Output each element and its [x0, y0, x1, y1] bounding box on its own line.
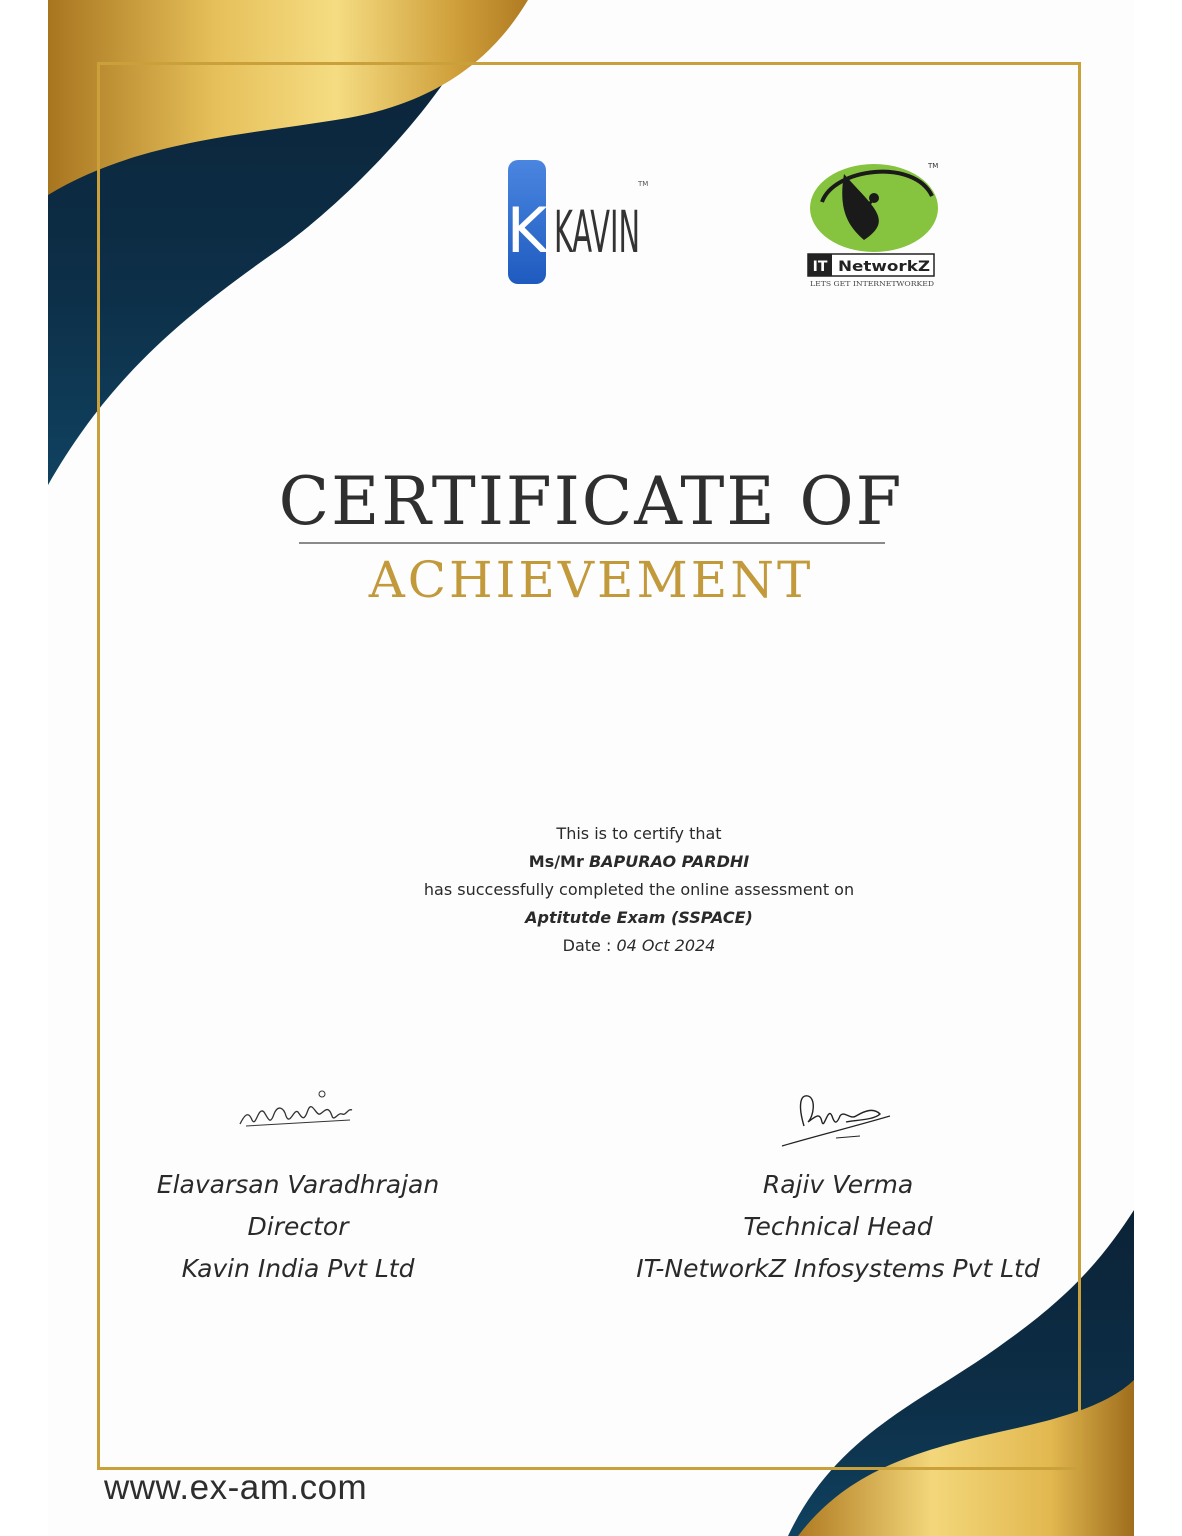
completion-statement: has successfully completed the online assessment on — [423, 880, 855, 899]
recipient-name: BAPURAO PARDHI — [588, 852, 750, 871]
date-line — [387, 932, 891, 960]
signatory-right — [618, 1164, 1058, 1290]
exam-name: Aptitutde Exam (SSPACE) — [525, 908, 753, 927]
date-label: Date : — [562, 936, 612, 955]
certificate-page — [48, 0, 1134, 1536]
website-url: www.ex-am.com — [104, 1468, 368, 1507]
kavin-logo-text: KAVIN — [554, 198, 640, 266]
signature-left — [234, 1086, 356, 1138]
signatory-name: Rajiv Verma — [762, 1170, 914, 1199]
itnetworkz-logo-tagline: LETS GET INTERNETWORKED — [810, 280, 934, 288]
recipient-prefix: Ms/Mr — [528, 852, 584, 871]
certificate-body — [387, 820, 891, 960]
signatory-role: Technical Head — [743, 1212, 933, 1241]
certificate-title — [48, 462, 1134, 616]
signatory-role: Director — [247, 1212, 349, 1241]
kavin-logo — [506, 158, 649, 290]
signature-right — [776, 1086, 896, 1152]
certificate-title-line2: ACHIEVEMENT — [368, 551, 814, 609]
itnetworkz-logo-mark: TM — [928, 162, 939, 170]
signatory-company: Kavin India Pvt Ltd — [181, 1254, 415, 1283]
kavin-logo-letter: K — [506, 194, 548, 267]
itnetworkz-logo-it: IT — [812, 259, 828, 275]
itnetworkz-logo-name: NetworkZ — [838, 259, 930, 275]
recipient-line — [387, 848, 891, 876]
date-value: 04 Oct 2024 — [616, 936, 716, 955]
itnetworkz-logo — [804, 156, 944, 290]
signatory-name: Elavarsan Varadhrajan — [156, 1170, 440, 1199]
title-divider — [299, 542, 885, 544]
certificate-title-line1: CERTIFICATE OF — [278, 463, 904, 540]
certify-intro: This is to certify that — [556, 824, 722, 843]
signatory-left — [138, 1164, 458, 1290]
signatory-company: IT-NetworkZ Infosystems Pvt Ltd — [636, 1254, 1040, 1283]
kavin-logo-mark: TM — [638, 180, 649, 188]
